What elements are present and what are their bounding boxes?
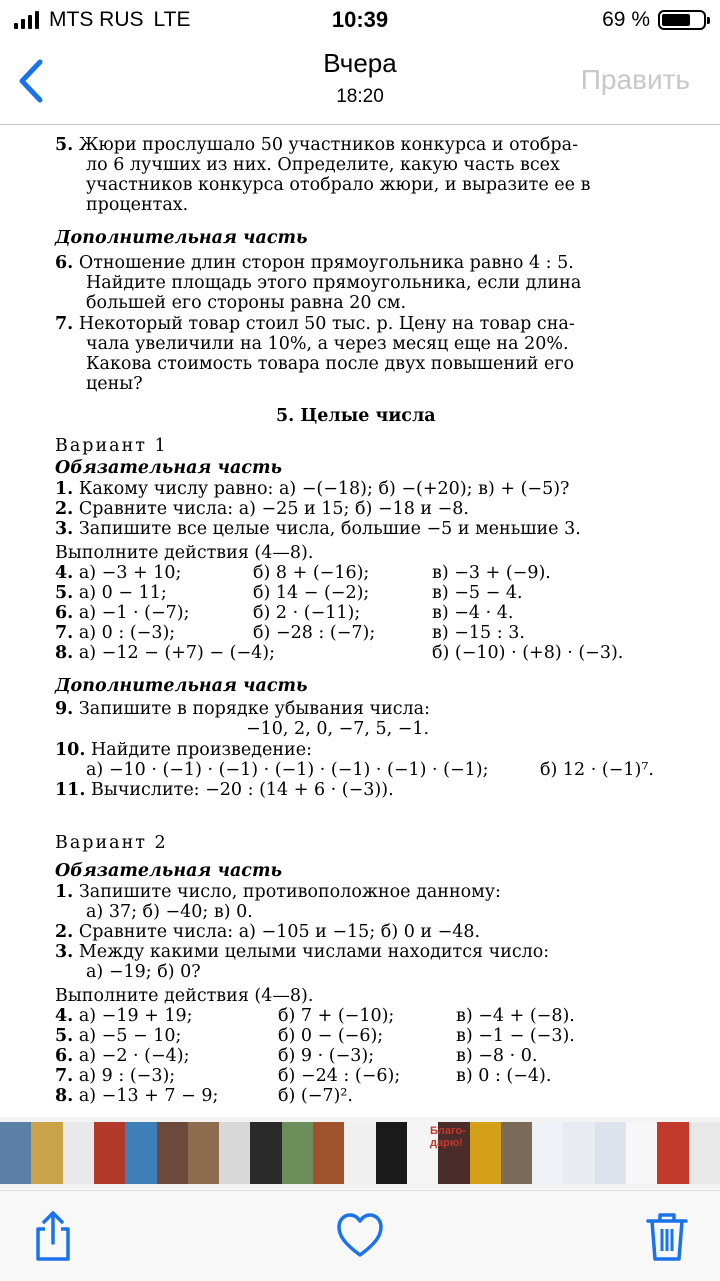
- nav-title: Вчера: [323, 48, 397, 78]
- thumbnail[interactable]: [282, 1122, 314, 1184]
- doc-line-text: Вычислите: −20 : (14 + 6 · (−3)).: [91, 780, 394, 800]
- doc-line: [86, 293, 406, 313]
- task-number: 11.: [55, 780, 86, 800]
- task-number: 7.: [55, 314, 74, 334]
- doc-line-text: б) −24 : (−6);: [278, 1066, 401, 1086]
- doc-line: [86, 155, 560, 175]
- doc-line-text: б) −28 : (−7);: [253, 623, 376, 643]
- doc-line: [278, 1086, 353, 1106]
- task-number: 4.: [55, 1006, 74, 1026]
- thumbnail[interactable]: [94, 1122, 126, 1184]
- doc-line-text: Отношение длин сторон прямоугольника равно 4 : 5.: [78, 253, 574, 273]
- doc-line-text: а) 0 − 11;: [78, 583, 167, 603]
- doc-line-text: а) −10 · (−1) · (−1) · (−1) · (−1) · (−1) · (−1);: [86, 760, 489, 780]
- doc-line: [246, 719, 429, 739]
- doc-line-text: 5. Целые числа: [276, 406, 436, 426]
- doc-line-text: Обязательная часть: [55, 861, 283, 881]
- task-number: 5.: [55, 583, 74, 603]
- doc-line-text: Найдите площадь этого прямоугольника, если длина: [86, 273, 582, 293]
- doc-line: [86, 902, 253, 922]
- doc-line: [55, 458, 282, 478]
- doc-line: [55, 563, 181, 583]
- carrier-label: MTS RUS: [49, 8, 144, 31]
- status-right: [602, 8, 706, 32]
- doc-line-text: Вариант 1: [55, 436, 168, 456]
- doc-line-text: б) 8 + (−16);: [253, 563, 370, 583]
- doc-line-text: Какому числу равно: а) −(−18); б) −(+20); в) + (−5)?: [78, 479, 570, 499]
- doc-line-text: в) −8 · 0.: [456, 1046, 538, 1066]
- doc-line-text: в) −4 + (−8).: [456, 1006, 575, 1026]
- battery-percent: 69 %: [602, 8, 650, 31]
- doc-line-text: Найдите произведение:: [91, 740, 312, 760]
- doc-line: [253, 603, 360, 623]
- status-time: 10:39: [331, 7, 389, 32]
- doc-line: [55, 623, 175, 643]
- bottom-toolbar: [0, 1190, 720, 1281]
- task-number: 2.: [55, 922, 74, 942]
- doc-line-text: б) 14 − (−2);: [253, 583, 370, 603]
- doc-line: [55, 1046, 190, 1066]
- task-number: 8.: [55, 643, 74, 663]
- thumbnail[interactable]: [219, 1122, 251, 1184]
- task-number: 1.: [55, 479, 74, 499]
- doc-line-text: Выполните действия (4—8).: [55, 543, 314, 563]
- doc-line-text: б) 7 + (−10);: [278, 1006, 395, 1026]
- doc-line: [86, 334, 569, 354]
- task-number: 7.: [55, 623, 74, 643]
- doc-line: [432, 623, 525, 643]
- doc-line: [86, 273, 581, 293]
- doc-line-text: в) −1 − (−3).: [456, 1026, 575, 1046]
- share-icon: [28, 1209, 78, 1263]
- thumbnail[interactable]: [250, 1122, 282, 1184]
- doc-line-text: а) −13 + 7 − 9;: [78, 1086, 219, 1106]
- task-number: 9.: [55, 699, 74, 719]
- doc-line: [55, 603, 190, 623]
- thumb-caption: [430, 1125, 464, 1149]
- doc-line-text: а) −12 − (+7) − (−4);: [78, 643, 275, 663]
- thumbnail[interactable]: [501, 1122, 533, 1184]
- doc-line: [55, 986, 313, 1006]
- thumbnail[interactable]: [63, 1122, 95, 1184]
- share-button[interactable]: [28, 1209, 78, 1263]
- doc-line: [278, 1066, 400, 1086]
- doc-line-text: а) −3 + 10;: [78, 563, 182, 583]
- doc-line: [55, 833, 168, 853]
- doc-line: [86, 354, 574, 374]
- doc-line-text: Сравните числа: а) −25 и 15; б) −18 и −8.: [78, 499, 469, 519]
- task-number: 2.: [55, 499, 74, 519]
- doc-line: [55, 436, 168, 456]
- doc-line-text: процентах.: [86, 195, 189, 215]
- doc-line-text: б) (−10) · (+8) · (−3).: [432, 643, 624, 663]
- doc-line-text: Вариант 2: [55, 833, 168, 853]
- doc-line: [55, 519, 581, 539]
- doc-line-text: ло 6 лучших из них. Определите, какую часть всех: [86, 155, 560, 175]
- task-number: 10.: [55, 740, 86, 760]
- doc-line-text: а) −5 − 10;: [78, 1026, 182, 1046]
- edit-button[interactable]: Править: [580, 64, 690, 95]
- delete-button[interactable]: [642, 1209, 692, 1263]
- thumbnail[interactable]: [626, 1122, 658, 1184]
- doc-line-text: б) 0 − (−6);: [278, 1026, 384, 1046]
- doc-line: [278, 1046, 374, 1066]
- doc-line: [55, 1026, 181, 1046]
- doc-line: [432, 563, 551, 583]
- doc-line: [432, 643, 623, 663]
- doc-line: [86, 374, 143, 394]
- status-bar: [0, 0, 720, 40]
- battery-icon: [658, 10, 706, 30]
- doc-line-text: б) 9 · (−3);: [278, 1046, 375, 1066]
- task-number: 5.: [55, 1026, 74, 1046]
- doc-line: [86, 175, 590, 195]
- doc-line: [55, 861, 282, 881]
- doc-line: [55, 1006, 193, 1026]
- doc-line: [540, 760, 654, 780]
- doc-line: [55, 314, 575, 334]
- thumb-caption-line: дарю!: [430, 1137, 463, 1149]
- doc-line-text: в) 0 : (−4).: [456, 1066, 552, 1086]
- doc-line: [55, 780, 394, 800]
- doc-line-text: Жюри прослушало 50 участников конкурса и отобра-: [78, 135, 578, 155]
- thumbnail[interactable]: [532, 1122, 564, 1184]
- heart-icon: [335, 1209, 385, 1263]
- task-number: 5.: [55, 135, 74, 155]
- task-number: 8.: [55, 1086, 74, 1106]
- task-number: 4.: [55, 563, 74, 583]
- thumbnail[interactable]: [563, 1122, 595, 1184]
- nav-bar: [0, 40, 720, 125]
- doc-line: [456, 1066, 551, 1086]
- thumbnail[interactable]: [313, 1122, 345, 1184]
- doc-line: [86, 195, 188, 215]
- task-number: 6.: [55, 603, 74, 623]
- doc-line-text: Сравните числа: а) −105 и −15; б) 0 и −48.: [78, 922, 481, 942]
- thumbnail[interactable]: [31, 1122, 63, 1184]
- nav-subtitle: 18:20: [336, 86, 384, 107]
- doc-line-text: цены?: [86, 374, 143, 394]
- doc-line: [55, 1066, 175, 1086]
- doc-line: [55, 676, 308, 696]
- doc-line: [55, 922, 480, 942]
- doc-line-text: Обязательная часть: [55, 458, 283, 478]
- task-number: 6.: [55, 1046, 74, 1066]
- doc-line: [253, 583, 369, 603]
- task-number: 6.: [55, 253, 74, 273]
- doc-line: [276, 406, 436, 426]
- thumbnail[interactable]: [595, 1122, 627, 1184]
- doc-line-text: в) −4 · 4.: [432, 603, 514, 623]
- doc-line: [456, 1026, 575, 1046]
- doc-line: [55, 135, 578, 155]
- doc-line: [253, 623, 375, 643]
- doc-line: [432, 603, 513, 623]
- doc-line: [86, 760, 489, 780]
- thumbnail[interactable]: [0, 1122, 32, 1184]
- doc-line-text: Выполните действия (4—8).: [55, 986, 314, 1006]
- doc-line-text: Между какими целыми числами находится число:: [78, 942, 550, 962]
- doc-line: [55, 499, 469, 519]
- doc-line: [278, 1006, 394, 1026]
- doc-line: [55, 253, 574, 273]
- thumbnail[interactable]: [470, 1122, 502, 1184]
- doc-line: [55, 740, 312, 760]
- task-number: 1.: [55, 882, 74, 902]
- doc-line-text: а) 9 : (−3);: [78, 1066, 176, 1086]
- doc-line-text: а) −1 · (−7);: [78, 603, 190, 623]
- task-number: 3.: [55, 519, 74, 539]
- doc-line-text: участников конкурса отобрало жюри, и выразите ее в: [86, 175, 591, 195]
- doc-line-text: а) −2 · (−4);: [78, 1046, 190, 1066]
- network-label: LTE: [153, 8, 191, 31]
- doc-line-text: б) 2 · (−11);: [253, 603, 361, 623]
- doc-line: [456, 1046, 537, 1066]
- doc-line-text: чала увеличили на 10%, а через месяц еще на 20%.: [86, 334, 569, 354]
- doc-line-text: в) −3 + (−9).: [432, 563, 551, 583]
- doc-line: [55, 699, 430, 719]
- doc-line: [55, 1086, 218, 1106]
- doc-line-text: б) (−7)².: [278, 1086, 353, 1106]
- doc-line-text: Какова стоимость товара после двух повышений его: [86, 354, 575, 374]
- doc-line: [55, 583, 167, 603]
- thumbnail[interactable]: [188, 1122, 220, 1184]
- doc-line-text: а) 0 : (−3);: [78, 623, 176, 643]
- doc-line: [55, 228, 308, 248]
- doc-line: [55, 882, 501, 902]
- thumbnail[interactable]: [689, 1122, 720, 1184]
- doc-line-text: Запишите число, противоположное данному:: [78, 882, 501, 902]
- doc-line: [278, 1026, 383, 1046]
- doc-line-text: а) −19; б) 0?: [86, 962, 201, 982]
- doc-line: [55, 543, 313, 563]
- thumbnail[interactable]: [376, 1122, 408, 1184]
- battery-fill: [662, 14, 690, 26]
- doc-line: [55, 942, 549, 962]
- doc-line-text: в) −15 : 3.: [432, 623, 525, 643]
- doc-line-text: а) 37; б) −40; в) 0.: [86, 902, 253, 922]
- doc-line: [55, 643, 275, 663]
- doc-line-text: −10, 2, 0, −7, 5, −1.: [246, 719, 430, 739]
- task-number: 7.: [55, 1066, 74, 1086]
- trash-icon: [642, 1209, 692, 1263]
- doc-line-text: Дополнительная часть: [55, 228, 308, 248]
- doc-line-text: Некоторый товар стоил 50 тыс. р. Цену на товар сна-: [78, 314, 575, 334]
- thumbnail[interactable]: [344, 1122, 376, 1184]
- doc-line-text: б) 12 · (−1)⁷.: [540, 760, 654, 780]
- like-button[interactable]: [335, 1209, 385, 1263]
- doc-line-text: Дополнительная часть: [55, 676, 308, 696]
- doc-line: [253, 563, 369, 583]
- document-photo[interactable]: [0, 125, 720, 1115]
- doc-line-text: большей его стороны равна 20 см.: [86, 293, 407, 313]
- thumbnail[interactable]: [657, 1122, 689, 1184]
- thumbnail[interactable]: [157, 1122, 189, 1184]
- doc-line-text: Запишите в порядке убывания числа:: [78, 699, 431, 719]
- thumbnail-strip[interactable]: [0, 1117, 720, 1189]
- task-number: 3.: [55, 942, 74, 962]
- doc-line-text: Запишите все целые числа, большие −5 и меньшие 3.: [78, 519, 581, 539]
- thumb-caption-line: Благо-: [430, 1125, 466, 1137]
- doc-line-text: а) −19 + 19;: [78, 1006, 193, 1026]
- doc-line: [456, 1006, 575, 1026]
- doc-line-text: в) −5 − 4.: [432, 583, 523, 603]
- doc-line: [55, 479, 569, 499]
- doc-line: [432, 583, 523, 603]
- doc-line: [86, 962, 201, 982]
- thumbnail[interactable]: [125, 1122, 157, 1184]
